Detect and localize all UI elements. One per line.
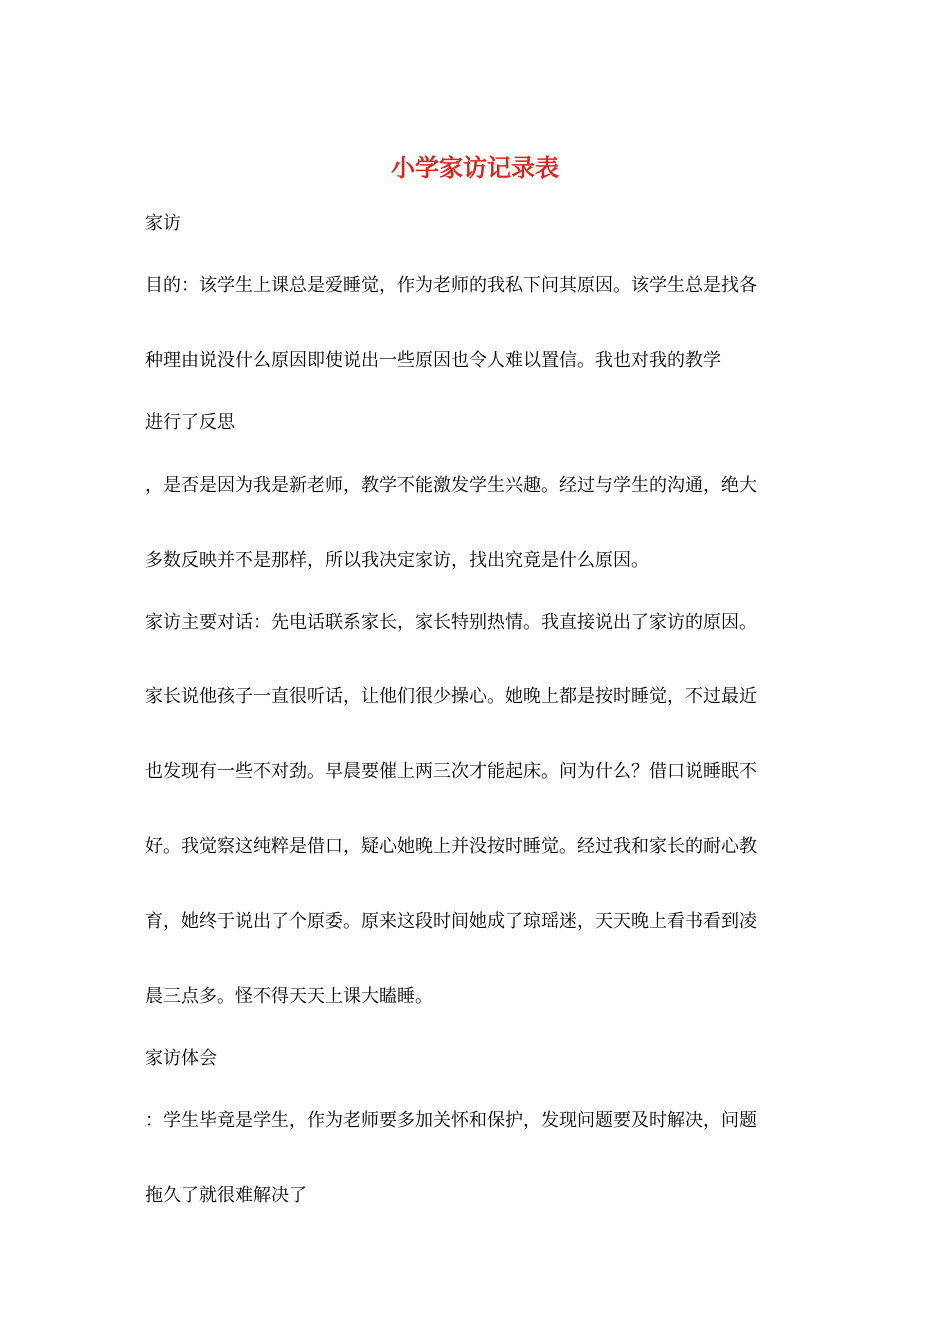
text-line: 拖久了就很难解决了 — [145, 1185, 307, 1206]
text-line-heading-reflection: 家访体会 — [145, 1048, 217, 1069]
text-line: 多数反映并不是那样，所以我决定家访，找出究竟是什么原因。 — [145, 550, 649, 571]
text-line: ，是否是因为我是新老师，教学不能激发学生兴趣。经过与学生的沟通，绝大 — [145, 475, 757, 496]
text-line: 目的：该学生上课总是爱睡觉，作为老师的我私下问其原因。该学生总是找各 — [145, 275, 757, 296]
text-line: 育，她终于说出了个原委。原来这段时间她成了琼瑶迷，天天晚上看书看到凌 — [145, 911, 757, 932]
text-line: 家访主要对话：先电话联系家长，家长特别热情。我直接说出了家访的原因。 — [145, 612, 757, 633]
text-line: 也发现有一些不对劲。早晨要催上两三次才能起床。问为什么？借口说睡眠不 — [145, 761, 757, 782]
text-line: 晨三点多。怪不得天天上课大瞌睡。 — [145, 986, 433, 1007]
text-line: 进行了反思 — [145, 412, 235, 433]
text-line: 种理由说没什么原因即使说出一些原因也令人难以置信。我也对我的教学 — [145, 350, 721, 371]
text-line: 家长说他孩子一直很听话，让他们很少操心。她晚上都是按时睡觉，不过最近 — [145, 686, 757, 707]
text-line: 好。我觉察这纯粹是借口，疑心她晚上并没按时睡觉。经过我和家长的耐心教 — [145, 836, 757, 857]
text-line-heading-visit: 家访 — [145, 213, 181, 234]
document-title: 小学家访记录表 — [391, 153, 559, 182]
text-line: ：学生毕竟是学生，作为老师要多加关怀和保护，发现问题要及时解决，问题 — [145, 1110, 757, 1131]
